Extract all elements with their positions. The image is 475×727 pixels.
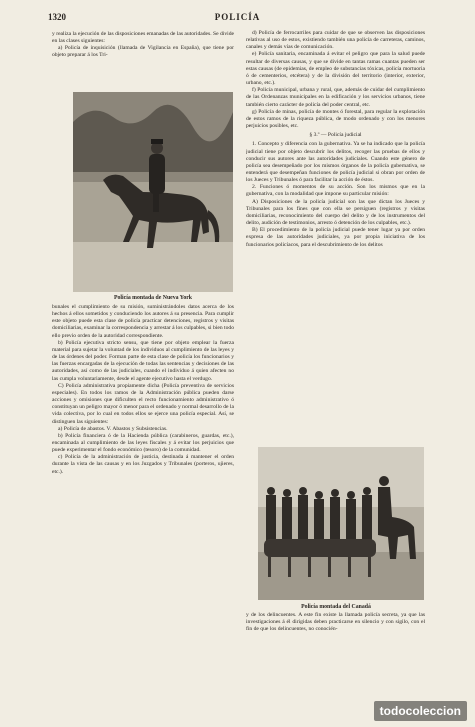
column-left-top <box>52 31 234 89</box>
page-number: 1320 <box>48 12 66 22</box>
paragraph: f) Policía municipal, urbana y rural, que, además de cuidar del cumplimiento de las Ordenanzas municipales en la edificación y los servicios urbanos, tiene también cierto carácter de policía del poder central, etc. <box>246 87 425 108</box>
page-header <box>48 12 427 26</box>
paragraph: 1. Concepto y diferencia con la gubernativa. Ya se ha indicado que la policía judicial tiene por objeto descubrir los delitos, recoger las pruebas de ellos y conducir sus autores ante las autoridades judiciales. Cuando este género de policía sea desempeñado por los mismos órganos de la policía gubernativa, se entenderá que desempeñan funciones de policía judicial si obran por orden de los Jueces y Tribunales ó para facilitar la acción de éstos. <box>246 141 425 184</box>
paragraph: A) Disposiciones de la policía judicial son las que dictan los Jueces y Tribunales para los fines que con ella se persiguen (registros y visitas domiciliarias, reconocimiento del cuerpo del delito y de los instrumentos del delito, audición de testimonios, arresto ó detención de los culpables, etc.). <box>246 198 425 227</box>
paragraph: c) Policía de la administración de justicia, destinada á mantener el orden durante la vista de las causas y en los Juzgados y Tribunales (porteros, ujieres, etc.). <box>52 454 234 475</box>
paragraph: y realiza la ejecución de las disposiciones emanadas de las autoridades. Se divide en las clases siguientes: <box>52 31 234 45</box>
paragraph: b) Policía financiera ó de la Hacienda pública (carabineros, guardas, etc.), encaminada al cumplimiento de las leyes fiscales y á evitar los perjuicios que puede experimentar el fondo económico (tesoro) de la comunidad. <box>52 432 234 454</box>
paragraph: e) Policía sanitaria, encaminada á evitar el peligro que para la salud puede resultar de diversas causas, y que se divide en tantas ramas cuantas pueden ser estas causas (de epidemias, de empleo de substancias tóxicas, policía mortuoria ó de cementerios, etcétera) y de la división del territorio (interior, exterior, urbano, etc.). <box>246 51 425 87</box>
paragraph: d) Policía de ferrocarriles para cuidar de que se observen las disposiciones relativas al uso de estos, existiendo también una policía de carreteras, caminos, canales y demás vías de comunicación. <box>246 30 425 51</box>
running-title: POLICÍA <box>214 12 261 22</box>
column-right-bottom <box>246 612 425 708</box>
column-right-top <box>246 30 425 445</box>
column-left-bottom <box>52 304 234 700</box>
photo-caption: Policía montada del Canadá <box>301 604 371 610</box>
photo-mounted-police-canada <box>258 447 424 600</box>
paragraph: 2. Funciones ó momentos de su acción. Son los mismos que en la gubernativa, con la modalidad que impone su particular misión: <box>246 184 425 198</box>
photo-caption: Policía montada de Nueva York <box>113 295 193 301</box>
watermark: todocoleccion <box>374 701 467 721</box>
paragraph: B) El procedimiento de la policía judicial puede tener lugar ya por orden expresa de las autoridades judiciales, ya por propia iniciativa de los funcionarios policíacos, para el descubrimiento de los delitos <box>246 227 425 248</box>
paragraph: C) Policía administrativa propiamente dicha (Policía preventiva de servicios especiales). En todos los ramos de la Administración pública pueden darse acciones y omisiones que dificulten el recto funcionamiento administrativo ó constituyan un peligro mayor ó menor para el ordenado y normal desarrollo de la vida colectiva, por lo cual en todos ellos se ejerce una policía especial. Así, se distinguen las siguientes: <box>52 382 234 425</box>
photo-mounted-police-new-york <box>73 92 233 292</box>
section-heading: § 3.º — Policía judicial <box>309 132 362 139</box>
paragraph: g) Policía de minas, policía de montes ó forestal, para regular la explotación de estos ramos de la riqueza pública, de modo ordenado y con los menores perjuicios posibles, etc. <box>246 108 425 130</box>
paragraph: b) Policía ejecutiva stricto sensu, que tiene por objeto emplear la fuerza material para sujetar la voluntad de los individuos al cumplimiento de las leyes y de las órdenes del poder. Forman parte de esta clase de policía los funcionarios y las fuerzas encargadas de la ejecución de todas las sentencias y decisiones de las autoridades, así como de las judiciales, cuando el individuo á quien afecten no las cumpla voluntariamente, desde el agente ejecutivo hasta el verdugo. <box>52 339 234 382</box>
paragraph: a) Policía de inquisición (llamada de Vigilancia en España), que tiene por objeto preparar á los Tri- <box>52 45 234 59</box>
paragraph: a) Policía de abastos. V. Abastos y Subsistencias. <box>58 425 168 432</box>
paragraph: bunales el cumplimiento de su misión, suministrándoles datos acerca de los hechos á ellos sometidos y conduciendo los autores á su presencia. Para cumplir este objeto puede esta clase de policía practicar detenciones, registros y visitas domiciliarias, examinar la correspondencia y arrestar á los culpables, si bien todo ello previo orden de la autoridad correspondiente. <box>52 304 234 339</box>
paragraph: y de los delincuentes. A este fin existe la llamada policía secreta, ya que las investigaciones á él dirigidas deben practicarse en silencio y con sigilo, con el fin de que los delincuentes, no conocién- <box>246 612 425 633</box>
